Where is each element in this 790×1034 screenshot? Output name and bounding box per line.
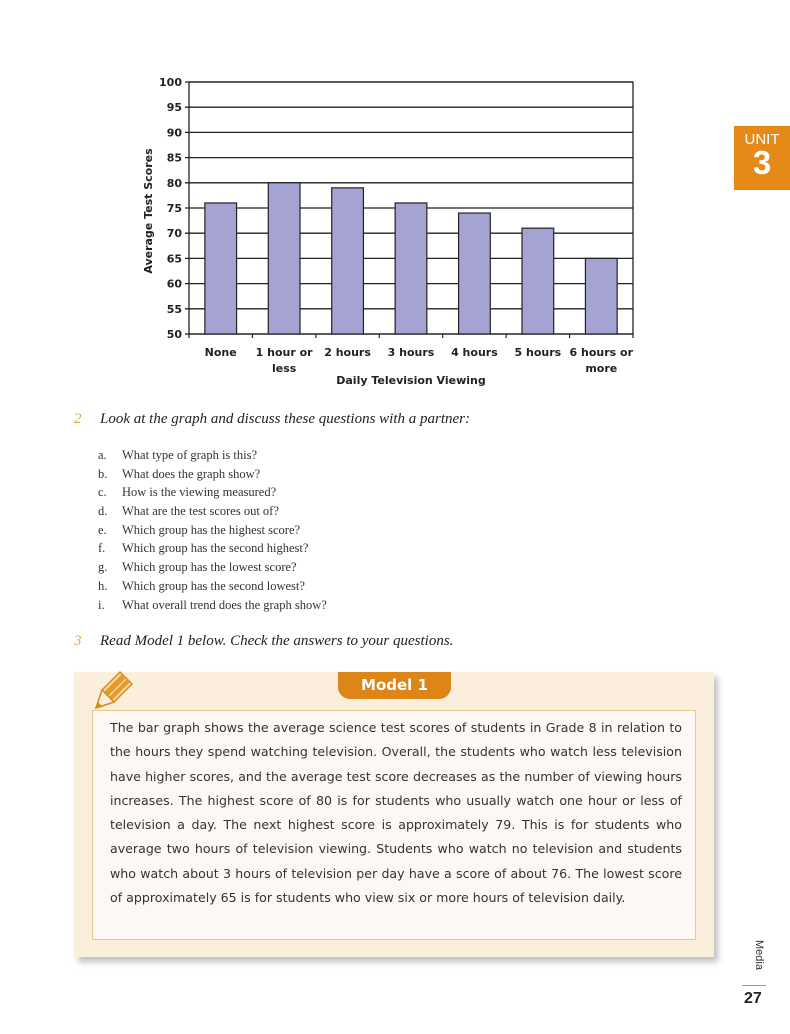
y-tick-label: 60	[166, 277, 182, 291]
y-tick-label: 90	[166, 126, 182, 140]
bar	[205, 203, 237, 334]
activity-number: 2	[74, 411, 82, 427]
question-text: What type of graph is this?	[122, 448, 258, 462]
y-tick-label: 50	[166, 328, 182, 341]
activity-2-heading	[74, 411, 470, 428]
y-tick-label: 85	[166, 151, 182, 165]
question-letter: b.	[98, 466, 108, 481]
activity-3-heading	[74, 633, 453, 650]
activity-instruction: Look at the graph and discuss these questions with a partner:	[100, 411, 470, 427]
question-item	[98, 539, 327, 558]
section-label: Media	[753, 940, 765, 970]
bar	[585, 258, 617, 334]
question-item	[98, 596, 327, 615]
model-paragraph: The bar graph shows the average science test scores of students in Grade 8 in relation to the hours they spend watching television. Overall, the students who watch less television have higher scores, and the average test score decreases as the number of viewing hours increases. The highest score of 80 is for students who usually watch one hour or less of television a day. The next highest score is approximately 79. This is for students who average two hours of television viewing. Students who watch no television and students who watch about 3 hours of television per day have a score of about 76. The lowest score of approximately 65 is for students who view six or more hours of television daily.	[110, 720, 682, 906]
page-number: 27	[744, 990, 762, 1007]
y-tick-label: 65	[166, 252, 182, 266]
y-tick-label: 100	[159, 76, 182, 89]
question-item	[98, 446, 327, 465]
question-text: What does the graph show?	[122, 466, 261, 481]
question-letter: c.	[98, 485, 107, 500]
y-tick-label: 75	[166, 202, 182, 215]
x-tick-label: 3 hours	[387, 346, 435, 359]
question-letter: h.	[98, 578, 108, 593]
x-tick-label: 4 hours	[451, 346, 498, 359]
bar-chart-svg	[130, 70, 650, 395]
question-letter: d.	[98, 504, 108, 519]
bar	[395, 203, 427, 334]
unit-number: 3	[752, 144, 772, 181]
y-axis-title: Average Test Scores	[142, 148, 155, 274]
question-item	[98, 465, 327, 484]
bar	[522, 228, 554, 334]
question-text: Which group has the second lowest?	[122, 578, 305, 593]
y-tick-label: 80	[166, 176, 182, 190]
x-tick-label: 6 hours or	[569, 346, 634, 359]
question-text: What overall trend does the graph show?	[122, 597, 327, 612]
x-tick-label: less	[271, 362, 297, 375]
x-tick-label: 2 hours	[324, 346, 371, 359]
question-item	[98, 521, 327, 540]
y-tick-label: 95	[166, 101, 182, 115]
question-letter: e.	[98, 522, 107, 537]
question-text: How is the viewing measured?	[122, 485, 277, 500]
x-tick-label: None	[204, 346, 237, 359]
bar	[268, 183, 300, 334]
activity-number: 3	[74, 633, 82, 649]
x-tick-label: 5 hours	[514, 346, 562, 359]
model-title-tab: Model 1	[338, 672, 451, 699]
question-letter: g.	[98, 560, 108, 575]
question-item	[98, 577, 327, 596]
question-text: Which group has the lowest score?	[122, 560, 297, 575]
question-letter: f.	[98, 541, 106, 556]
unit-label: UNIT	[744, 131, 780, 148]
question-text: Which group has the second highest?	[122, 541, 309, 556]
question-item	[98, 558, 327, 577]
bar-chart	[130, 70, 650, 395]
question-item	[98, 483, 327, 502]
footer-divider	[742, 985, 766, 986]
activity-instruction: Read Model 1 below. Check the answers to your questions.	[100, 633, 454, 649]
pencil-icon	[92, 668, 136, 712]
question-list	[98, 446, 327, 614]
question-letter: a.	[98, 448, 107, 462]
question-letter: i.	[98, 597, 105, 612]
x-axis-title: Daily Television Viewing	[336, 374, 486, 387]
bar	[459, 213, 491, 334]
question-item	[98, 502, 327, 521]
y-tick-label: 70	[166, 227, 182, 241]
question-text: What are the test scores out of?	[122, 504, 279, 519]
unit-tab	[734, 126, 790, 190]
question-text: Which group has the highest score?	[122, 522, 301, 537]
bar	[332, 188, 364, 334]
y-tick-label: 55	[166, 302, 182, 316]
x-tick-label: 1 hour or	[255, 346, 313, 359]
x-tick-label: more	[585, 362, 618, 375]
